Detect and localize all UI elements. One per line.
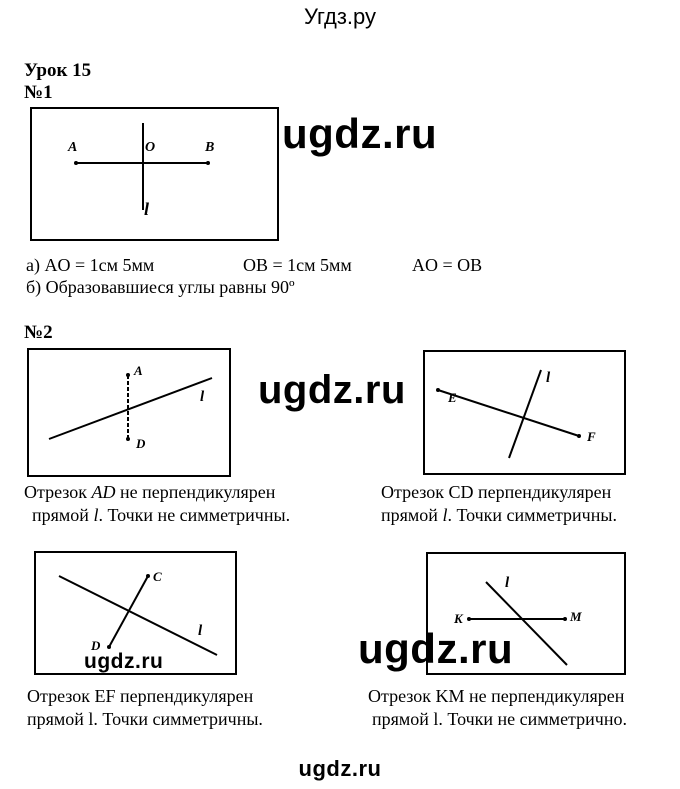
point-a: [74, 161, 78, 165]
point-c: [146, 574, 150, 578]
answer-a-ob: OB = 1см 5мм: [243, 255, 352, 275]
site-title: Угдз.ру: [303, 4, 377, 29]
caption-text: прямой: [32, 505, 94, 525]
caption-text: не перпендикулярен: [115, 482, 276, 502]
point-k: [467, 617, 471, 621]
answer-a-equal: AO = OB: [412, 255, 483, 275]
label-l: l: [200, 389, 205, 405]
caption-3-line-2: прямой l. Точки симметричны.: [27, 709, 263, 729]
task1-number: №1: [24, 82, 53, 103]
answer-a-ao: а) AO = 1см 5мм: [26, 255, 155, 275]
point-f: [577, 434, 581, 438]
line-name: l: [442, 505, 448, 525]
segment-name: AD: [91, 482, 116, 502]
caption-text: . Точки не симметричны.: [98, 505, 291, 525]
task2-figure-2: [423, 350, 626, 475]
point-b: [206, 161, 210, 165]
task2-number: №2: [24, 322, 53, 343]
figure-frame: [31, 108, 278, 240]
label-c: C: [153, 569, 162, 584]
caption-4-line-1: Отрезок KM не перпендикулярен: [368, 686, 625, 706]
label-f: F: [587, 429, 596, 444]
label-l: l: [505, 575, 510, 591]
label-o: O: [145, 140, 156, 155]
watermark: ugdz.ru: [282, 110, 438, 157]
label-d: D: [91, 638, 101, 653]
caption-4-line-2: прямой l. Точки не симметрично.: [372, 709, 627, 729]
caption-1-line-2: [32, 505, 290, 526]
label-k: K: [454, 611, 463, 626]
label-m: M: [570, 609, 582, 624]
caption-3-line-1: Отрезок EF перпендикулярен: [27, 686, 254, 706]
footer-watermark: ugdz.ru: [298, 756, 382, 781]
lesson-title: Урок 15: [24, 60, 92, 81]
label-l: l: [144, 199, 150, 219]
watermark: ugdz.ru: [258, 368, 406, 412]
label-l: l: [198, 623, 203, 639]
caption-text: Отрезок: [24, 482, 92, 502]
caption-2-line-1: Отрезок CD перпендикулярен: [381, 482, 612, 502]
caption-text: прямой: [381, 505, 443, 525]
answer-b: б) Образовавшиеся углы равны 90º: [26, 277, 295, 297]
label-l: l: [546, 370, 551, 386]
caption-2-line-2: [381, 505, 617, 526]
watermark: ugdz.ru: [358, 625, 514, 672]
label-a: A: [68, 140, 78, 155]
point-a: [126, 373, 130, 377]
task2-figure-1: [27, 348, 231, 477]
label-b: B: [205, 140, 215, 155]
label-a: A: [134, 363, 143, 378]
point-d: [126, 437, 130, 441]
point-e: [436, 388, 440, 392]
caption-1-line-1: [24, 482, 275, 503]
line-name: l: [93, 505, 99, 525]
task1-figure: [30, 107, 279, 241]
label-e: E: [448, 390, 457, 405]
caption-text: . Точки симметричны.: [447, 505, 617, 525]
point-d: [107, 645, 111, 649]
point-m: [563, 617, 567, 621]
watermark: ugdz.ru: [84, 650, 164, 673]
label-d: D: [136, 436, 146, 451]
